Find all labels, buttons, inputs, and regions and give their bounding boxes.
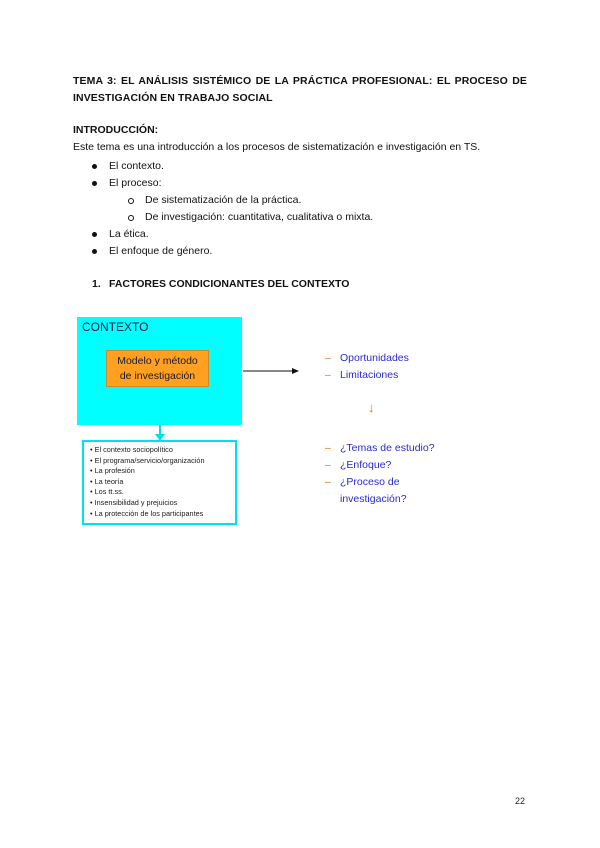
- question-item: [325, 440, 435, 457]
- factor-item: • El programa/servicio/organización: [90, 456, 235, 467]
- factor-item: • El contexto sociopolítico: [90, 445, 235, 456]
- method-line-1: Modelo y método: [117, 354, 198, 367]
- dash-marker: –: [325, 442, 331, 454]
- process-subitem: De investigación: cuantitativa, cualitativa o mixta.: [128, 209, 373, 226]
- factor-item: • Los tt.ss.: [90, 487, 235, 498]
- topic-item: El enfoque de género.: [92, 243, 373, 260]
- question-text: ¿Temas de estudio?: [340, 442, 435, 454]
- dash-marker: –: [325, 459, 331, 471]
- topic-list: [92, 158, 373, 260]
- factor-item: • La teoría: [90, 477, 235, 488]
- intro-heading: INTRODUCCIÓN:: [73, 124, 159, 136]
- outcomes-list: [325, 350, 409, 384]
- dash-marker: –: [325, 352, 331, 364]
- outcome-item: [325, 367, 409, 384]
- down-arrow-icon: ↓: [368, 400, 375, 415]
- context-label: CONTEXTO: [82, 320, 149, 334]
- topic-item-process: [92, 175, 373, 226]
- intro-paragraph: Este tema es una introducción a los procesos de sistematización e investigación en TS.: [73, 141, 481, 153]
- method-line-2: de investigación: [119, 369, 196, 382]
- section-number: 1.: [92, 278, 101, 290]
- factor-item: • La protección de los participantes: [90, 509, 235, 520]
- outcome-item: [325, 350, 409, 367]
- factors-list: [84, 442, 235, 519]
- section-heading: [92, 278, 349, 290]
- outcome-text: Oportunidades: [340, 352, 409, 364]
- section-title: FACTORES CONDICIONANTES DEL CONTEXTO: [109, 278, 350, 290]
- process-sublist: [128, 192, 373, 226]
- question-item: [325, 457, 435, 474]
- process-subitem: De sistematización de la práctica.: [128, 192, 373, 209]
- question-text: ¿Proceso de investigación?: [340, 476, 407, 505]
- dash-marker: –: [325, 476, 331, 488]
- topic-item: La ética.: [92, 226, 373, 243]
- factor-item: • Insensibilidad y prejuicios: [90, 498, 235, 509]
- questions-list: [325, 440, 435, 508]
- question-text: ¿Enfoque?: [340, 459, 392, 471]
- document-title: TEMA 3: EL ANÁLISIS SISTÉMICO DE LA PRÁCTICA PROFESIONAL: EL PROCESO DE INVESTIGACIÓN EN TRABAJO SOCIAL: [73, 75, 527, 104]
- outcome-text: Limitaciones: [340, 369, 399, 381]
- factor-item: • La profesión: [90, 466, 235, 477]
- method-box: [106, 350, 209, 387]
- question-item: [325, 474, 435, 508]
- factors-box: [82, 440, 237, 525]
- topic-item-label: El proceso:: [109, 177, 162, 189]
- right-arrowhead: [292, 368, 299, 374]
- dash-marker: –: [325, 369, 331, 381]
- page-number: 22: [515, 796, 526, 806]
- topic-item: El contexto.: [92, 158, 373, 175]
